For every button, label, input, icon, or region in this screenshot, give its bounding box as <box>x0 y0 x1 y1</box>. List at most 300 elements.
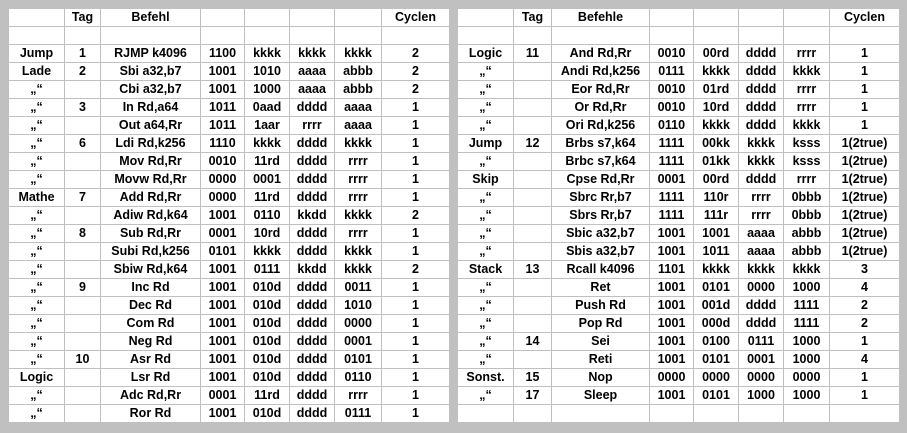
table-row <box>458 135 900 153</box>
cell-opcode-1: 1001 <box>201 261 245 279</box>
cell-cycles: 4 <box>830 279 900 297</box>
cell-opcode-3: 0111 <box>739 333 784 351</box>
cell-tag <box>514 351 552 369</box>
cell-cycles: 1 <box>830 99 900 117</box>
cell-opcode-1: 1111 <box>650 135 694 153</box>
spacer-cell <box>784 27 830 45</box>
spacer-cell <box>552 27 650 45</box>
cell-opcode-3: rrrr <box>739 189 784 207</box>
header-cell-opcode-1 <box>650 9 694 27</box>
cell-cycles: 1 <box>830 369 900 387</box>
cell-opcode-4: abbb <box>784 243 830 261</box>
header-cell-opcode-1 <box>201 9 245 27</box>
cell-opcode-3: dddd <box>290 351 335 369</box>
cell-opcode-4: abbb <box>335 63 382 81</box>
cell-opcode-4: 0000 <box>335 315 382 333</box>
cell-tag <box>514 225 552 243</box>
cell-instruction: Brbs s7,k64 <box>552 135 650 153</box>
cell-opcode-3: dddd <box>739 81 784 99</box>
cell-opcode-2: 110r <box>694 189 739 207</box>
cell-category: „“ <box>9 225 65 243</box>
cell-instruction: RJMP k4096 <box>101 45 201 63</box>
table-row <box>458 189 900 207</box>
header-row <box>9 9 450 27</box>
cell-instruction: Dec Rd <box>101 297 201 315</box>
table-row <box>458 297 900 315</box>
cell-instruction: Rcall k4096 <box>552 261 650 279</box>
cell-category: „“ <box>9 279 65 297</box>
cell-opcode-3: aaaa <box>290 63 335 81</box>
cell-opcode-3: dddd <box>739 315 784 333</box>
cell-opcode-3: dddd <box>739 171 784 189</box>
cell-category <box>458 405 514 423</box>
header-cell-tag: Tag <box>514 9 552 27</box>
table-row <box>9 405 450 423</box>
cell-category: Lade <box>9 63 65 81</box>
cell-opcode-2: 0101 <box>694 279 739 297</box>
table-row <box>458 99 900 117</box>
instruction-table-right <box>457 8 900 423</box>
cell-cycles: 1 <box>382 117 450 135</box>
cell-cycles: 1 <box>830 63 900 81</box>
table-row <box>9 99 450 117</box>
table-row <box>458 81 900 99</box>
cell-category: „“ <box>458 117 514 135</box>
cell-cycles: 1 <box>382 243 450 261</box>
cell-instruction: Neg Rd <box>101 333 201 351</box>
cell-tag <box>514 405 552 423</box>
cell-opcode-3: aaaa <box>290 81 335 99</box>
cell-category: Jump <box>9 45 65 63</box>
table-row <box>458 63 900 81</box>
cell-opcode-4: 0000 <box>784 369 830 387</box>
cell-opcode-3: kkkk <box>739 261 784 279</box>
cell-opcode-3: kkdd <box>290 261 335 279</box>
cell-opcode-2: 1010 <box>245 63 290 81</box>
cell-opcode-3: 0001 <box>739 351 784 369</box>
cell-opcode-3: dddd <box>290 369 335 387</box>
cell-cycles: 1 <box>830 387 900 405</box>
instruction-table-left <box>8 8 450 423</box>
cell-cycles: 1 <box>382 315 450 333</box>
cell-opcode-2: 0000 <box>694 369 739 387</box>
table-row <box>9 135 450 153</box>
cell-tag <box>65 261 101 279</box>
cell-opcode-1: 1001 <box>201 207 245 225</box>
cell-opcode-4: 1000 <box>784 333 830 351</box>
cell-tag: 6 <box>65 135 101 153</box>
header-cell-cycles: Cyclen <box>382 9 450 27</box>
cell-opcode-1: 1001 <box>650 279 694 297</box>
cell-cycles: 2 <box>382 45 450 63</box>
cell-opcode-3: rrrr <box>290 117 335 135</box>
cell-cycles: 2 <box>830 315 900 333</box>
table-row <box>9 207 450 225</box>
spacer-cell <box>245 27 290 45</box>
table-row <box>458 315 900 333</box>
cell-opcode-1: 1001 <box>650 333 694 351</box>
cell-opcode-2: kkkk <box>694 261 739 279</box>
cell-opcode-1: 0111 <box>650 63 694 81</box>
header-cell-cycles: Cyclen <box>830 9 900 27</box>
cell-instruction: Asr Rd <box>101 351 201 369</box>
header-cell-opcode-3 <box>290 9 335 27</box>
cell-opcode-1: 0001 <box>201 387 245 405</box>
cell-opcode-3: dddd <box>290 153 335 171</box>
cell-opcode-4: 1000 <box>784 351 830 369</box>
cell-opcode-3: kkdd <box>290 207 335 225</box>
cell-opcode-4: kkkk <box>335 135 382 153</box>
table-row <box>9 225 450 243</box>
table-row <box>458 387 900 405</box>
cell-opcode-4: kkkk <box>784 261 830 279</box>
cell-cycles: 1 <box>382 171 450 189</box>
header-cell-instruction: Befehle <box>552 9 650 27</box>
table-row <box>458 351 900 369</box>
cell-opcode-1: 1001 <box>650 243 694 261</box>
cell-cycles: 1(2true) <box>830 243 900 261</box>
cell-cycles: 1 <box>382 189 450 207</box>
cell-instruction: Inc Rd <box>101 279 201 297</box>
cell-tag <box>514 207 552 225</box>
cell-instruction: Lsr Rd <box>101 369 201 387</box>
cell-tag <box>514 243 552 261</box>
cell-opcode-1: 1011 <box>201 99 245 117</box>
cell-opcode-1 <box>650 405 694 423</box>
cell-opcode-4: kkkk <box>335 207 382 225</box>
cell-tag <box>65 117 101 135</box>
spacer-cell <box>9 27 65 45</box>
cell-category: Logic <box>458 45 514 63</box>
table-row <box>458 45 900 63</box>
cell-instruction: Sbi a32,b7 <box>101 63 201 81</box>
cell-tag: 10 <box>65 351 101 369</box>
cell-instruction: Sbrc Rr,b7 <box>552 189 650 207</box>
table-row <box>458 225 900 243</box>
cell-opcode-2: 10rd <box>694 99 739 117</box>
cell-tag <box>65 171 101 189</box>
cell-category: „“ <box>458 333 514 351</box>
table-row <box>9 153 450 171</box>
cell-tag <box>65 243 101 261</box>
cell-opcode-2: 00rd <box>694 171 739 189</box>
cell-tag <box>514 189 552 207</box>
cell-opcode-1: 1101 <box>650 261 694 279</box>
cell-instruction: Push Rd <box>552 297 650 315</box>
header-cell-opcode-2 <box>245 9 290 27</box>
cell-instruction: And Rd,Rr <box>552 45 650 63</box>
header-cell-opcode-4 <box>335 9 382 27</box>
cell-tag <box>514 297 552 315</box>
cell-instruction: Sei <box>552 333 650 351</box>
cell-opcode-1: 1001 <box>650 225 694 243</box>
cell-opcode-4: 1111 <box>784 315 830 333</box>
cell-opcode-2: 010d <box>245 405 290 423</box>
cell-instruction <box>552 405 650 423</box>
cell-opcode-4: rrrr <box>784 171 830 189</box>
cell-instruction: Sub Rd,Rr <box>101 225 201 243</box>
cell-opcode-4: abbb <box>335 81 382 99</box>
cell-cycles: 1 <box>830 81 900 99</box>
cell-opcode-1: 1001 <box>650 297 694 315</box>
cell-opcode-2: 0100 <box>694 333 739 351</box>
spacer-cell <box>830 27 900 45</box>
cell-instruction: Nop <box>552 369 650 387</box>
cell-instruction: Movw Rd,Rr <box>101 171 201 189</box>
cell-cycles: 1 <box>382 99 450 117</box>
spacer-cell <box>101 27 201 45</box>
cell-opcode-1: 1001 <box>201 333 245 351</box>
cell-opcode-1: 1001 <box>201 81 245 99</box>
cell-opcode-2: 11rd <box>245 189 290 207</box>
spacer-row <box>458 27 900 45</box>
cell-category: „“ <box>9 405 65 423</box>
cell-opcode-1: 0010 <box>650 45 694 63</box>
cell-opcode-2: 0101 <box>694 387 739 405</box>
cell-cycles: 4 <box>830 351 900 369</box>
cell-opcode-4: 0001 <box>335 333 382 351</box>
cell-opcode-3: dddd <box>290 171 335 189</box>
cell-tag: 12 <box>514 135 552 153</box>
cell-opcode-2: 01kk <box>694 153 739 171</box>
cell-opcode-2: 0aad <box>245 99 290 117</box>
cell-opcode-3: kkkk <box>290 45 335 63</box>
cell-tag <box>514 315 552 333</box>
cell-opcode-4: rrrr <box>335 153 382 171</box>
cell-instruction: Adc Rd,Rr <box>101 387 201 405</box>
cell-opcode-2: 010d <box>245 369 290 387</box>
cell-opcode-3: rrrr <box>739 207 784 225</box>
cell-opcode-4: rrrr <box>335 171 382 189</box>
cell-opcode-1: 1001 <box>201 405 245 423</box>
cell-opcode-2: 010d <box>245 351 290 369</box>
cell-category: „“ <box>9 135 65 153</box>
cell-opcode-2: 010d <box>245 333 290 351</box>
cell-instruction: In Rd,a64 <box>101 99 201 117</box>
header-cell-opcode-3 <box>739 9 784 27</box>
cell-tag: 14 <box>514 333 552 351</box>
cell-opcode-3: dddd <box>290 405 335 423</box>
cell-opcode-1: 1110 <box>201 135 245 153</box>
spacer-cell <box>290 27 335 45</box>
cell-tag <box>514 171 552 189</box>
cell-opcode-3: aaaa <box>739 243 784 261</box>
cell-instruction: Add Rd,Rr <box>101 189 201 207</box>
cell-opcode-2: 1aar <box>245 117 290 135</box>
table-row <box>9 351 450 369</box>
cell-category: „“ <box>9 261 65 279</box>
cell-tag <box>514 99 552 117</box>
cell-cycles: 1(2true) <box>830 189 900 207</box>
cell-cycles: 1(2true) <box>830 207 900 225</box>
cell-opcode-4: 0011 <box>335 279 382 297</box>
cell-tag: 2 <box>65 63 101 81</box>
cell-tag: 3 <box>65 99 101 117</box>
table-row <box>9 243 450 261</box>
cell-opcode-2: kkkk <box>694 63 739 81</box>
cell-category: „“ <box>9 351 65 369</box>
cell-opcode-4: kkkk <box>784 117 830 135</box>
cell-opcode-3: 0000 <box>739 279 784 297</box>
cell-category: „“ <box>458 279 514 297</box>
cell-category: „“ <box>458 351 514 369</box>
cell-opcode-4: ksss <box>784 135 830 153</box>
cell-category: Mathe <box>9 189 65 207</box>
table-row <box>458 405 900 423</box>
cell-cycles: 2 <box>382 261 450 279</box>
cell-opcode-2: 01rd <box>694 81 739 99</box>
cell-cycles: 1 <box>382 225 450 243</box>
cell-instruction: Brbc s7,k64 <box>552 153 650 171</box>
cell-opcode-1: 1100 <box>201 45 245 63</box>
cell-opcode-2: 1000 <box>245 81 290 99</box>
table-row <box>458 261 900 279</box>
cell-cycles: 2 <box>382 63 450 81</box>
cell-category: Skip <box>458 171 514 189</box>
cell-opcode-4: kkkk <box>784 63 830 81</box>
cell-category: „“ <box>458 63 514 81</box>
cell-opcode-2: 11rd <box>245 387 290 405</box>
header-cell-opcode-2 <box>694 9 739 27</box>
spacer-cell <box>65 27 101 45</box>
cell-cycles: 3 <box>830 261 900 279</box>
cell-category: „“ <box>9 153 65 171</box>
cell-instruction: Eor Rd,Rr <box>552 81 650 99</box>
cell-opcode-2: 00kk <box>694 135 739 153</box>
cell-opcode-1: 0010 <box>650 81 694 99</box>
cell-opcode-1: 1001 <box>201 63 245 81</box>
cell-instruction: Mov Rd,Rr <box>101 153 201 171</box>
spacer-cell <box>458 27 514 45</box>
table-row <box>458 279 900 297</box>
cell-instruction: Adiw Rd,k64 <box>101 207 201 225</box>
cell-instruction: Or Rd,Rr <box>552 99 650 117</box>
header-cell-tag: Tag <box>65 9 101 27</box>
cell-cycles: 1 <box>382 369 450 387</box>
cell-tag <box>65 315 101 333</box>
table-row <box>9 81 450 99</box>
cell-tag <box>514 153 552 171</box>
cell-opcode-4: kkkk <box>335 45 382 63</box>
spacer-cell <box>514 27 552 45</box>
cell-instruction: Cpse Rd,Rr <box>552 171 650 189</box>
cell-tag: 11 <box>514 45 552 63</box>
cell-opcode-3: 1000 <box>739 387 784 405</box>
cell-opcode-1: 0001 <box>201 225 245 243</box>
cell-opcode-2: 010d <box>245 297 290 315</box>
cell-opcode-3: dddd <box>739 297 784 315</box>
cell-category: „“ <box>458 81 514 99</box>
cell-category: „“ <box>458 225 514 243</box>
table-row <box>9 369 450 387</box>
cell-cycles: 1(2true) <box>830 153 900 171</box>
cell-category: „“ <box>458 153 514 171</box>
table-row <box>9 117 450 135</box>
left-table-body <box>9 9 450 423</box>
spacer-cell <box>739 27 784 45</box>
cell-opcode-4: rrrr <box>784 81 830 99</box>
cell-tag: 7 <box>65 189 101 207</box>
cell-opcode-3: dddd <box>290 279 335 297</box>
cell-opcode-1: 1111 <box>650 189 694 207</box>
cell-opcode-4: rrrr <box>335 387 382 405</box>
cell-tag <box>514 81 552 99</box>
cell-instruction: Ori Rd,k256 <box>552 117 650 135</box>
cell-opcode-1: 1001 <box>201 351 245 369</box>
cell-opcode-4: rrrr <box>335 189 382 207</box>
cell-opcode-1: 0000 <box>201 189 245 207</box>
cell-tag <box>514 117 552 135</box>
cell-opcode-3 <box>739 405 784 423</box>
cell-opcode-3: dddd <box>290 387 335 405</box>
spacer-cell <box>201 27 245 45</box>
cell-opcode-2: 1001 <box>694 225 739 243</box>
cell-opcode-4: rrrr <box>784 99 830 117</box>
table-row <box>458 117 900 135</box>
cell-tag: 8 <box>65 225 101 243</box>
cell-opcode-4: ksss <box>784 153 830 171</box>
cell-cycles: 1 <box>830 333 900 351</box>
header-cell-instruction: Befehl <box>101 9 201 27</box>
cell-cycles: 1 <box>382 279 450 297</box>
cell-opcode-2: 0111 <box>245 261 290 279</box>
header-cell-opcode-4 <box>784 9 830 27</box>
header-row <box>458 9 900 27</box>
cell-opcode-3: dddd <box>290 297 335 315</box>
cell-category: Sonst. <box>458 369 514 387</box>
cell-category: „“ <box>458 315 514 333</box>
cell-opcode-4: 0bbb <box>784 189 830 207</box>
table-row <box>9 297 450 315</box>
cell-opcode-4: 0bbb <box>784 207 830 225</box>
cell-instruction: Sleep <box>552 387 650 405</box>
cell-opcode-2 <box>694 405 739 423</box>
cell-category: „“ <box>9 207 65 225</box>
cell-opcode-1: 0110 <box>650 117 694 135</box>
cell-cycles: 1 <box>382 297 450 315</box>
cell-opcode-4: 1000 <box>784 387 830 405</box>
cell-opcode-2: 000d <box>694 315 739 333</box>
cell-cycles: 1 <box>830 45 900 63</box>
cell-instruction: Reti <box>552 351 650 369</box>
cell-opcode-1: 0000 <box>650 369 694 387</box>
cell-opcode-4 <box>784 405 830 423</box>
cell-cycles: 1(2true) <box>830 135 900 153</box>
cell-tag <box>65 153 101 171</box>
cell-cycles: 1 <box>382 405 450 423</box>
cell-cycles: 1 <box>382 135 450 153</box>
cell-opcode-4: kkkk <box>335 243 382 261</box>
right-table-body <box>458 9 900 423</box>
cell-tag <box>65 297 101 315</box>
table-row <box>9 279 450 297</box>
cell-category: „“ <box>9 297 65 315</box>
cell-cycles: 1 <box>382 387 450 405</box>
spacer-cell <box>382 27 450 45</box>
cell-instruction: Out a64,Rr <box>101 117 201 135</box>
table-row <box>9 63 450 81</box>
cell-category: „“ <box>458 243 514 261</box>
table-row <box>458 207 900 225</box>
table-row <box>458 333 900 351</box>
cell-tag: 17 <box>514 387 552 405</box>
cell-opcode-1: 1001 <box>201 369 245 387</box>
cell-opcode-3: dddd <box>290 225 335 243</box>
cell-cycles: 1 <box>382 153 450 171</box>
cell-opcode-1: 1001 <box>650 351 694 369</box>
cell-opcode-4: 0110 <box>335 369 382 387</box>
cell-category: „“ <box>9 171 65 189</box>
